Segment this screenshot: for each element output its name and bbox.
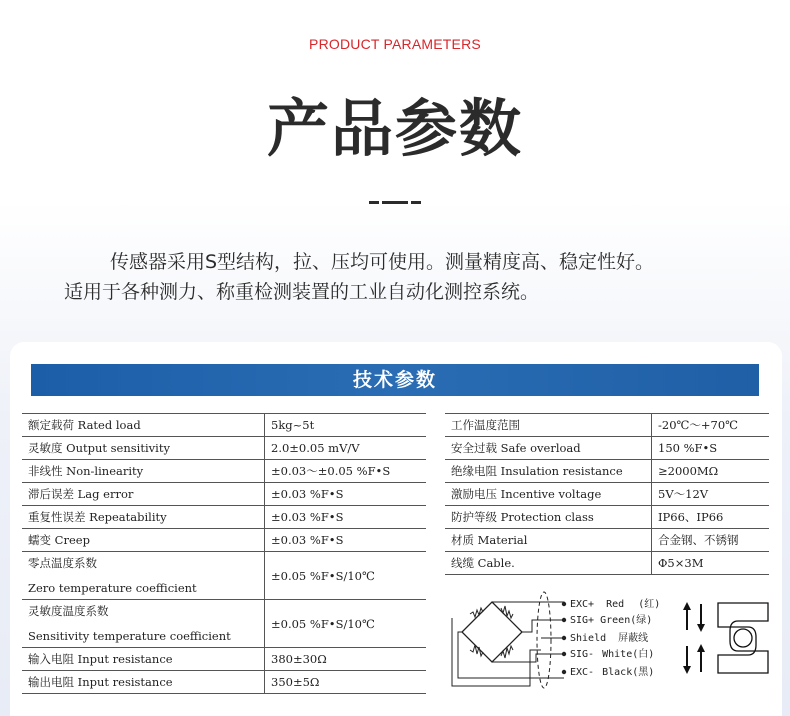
load-direction-arrows — [680, 600, 710, 676]
resistor-symbol — [501, 606, 513, 618]
excm-wire — [458, 632, 564, 678]
param-value: ±0.03 %F•S — [265, 483, 427, 506]
wire-label: SIG+ Green(绿) — [570, 615, 653, 626]
param-label — [22, 600, 265, 648]
param-label-en: Sensitivity temperature coefficient — [28, 629, 231, 643]
param-value: ≥2000MΩ — [652, 460, 770, 483]
param-value: -20℃～+70℃ — [652, 414, 770, 437]
param-label: 激励电压 Incentive voltage — [445, 483, 652, 506]
sigm-wire — [492, 654, 564, 662]
param-value: 5V～12V — [652, 483, 770, 506]
table-row — [22, 506, 426, 529]
param-value: Φ5×3M — [652, 552, 770, 575]
section-title: 产品参数 — [266, 92, 523, 165]
param-value: ±0.05 %F•S/10℃ — [265, 552, 427, 600]
table-row — [22, 552, 426, 600]
table-row — [445, 483, 769, 506]
param-label: 额定载荷 Rated load — [22, 414, 265, 437]
spec-table-left — [22, 413, 426, 694]
param-value: ±0.03～±0.05 %F•S — [265, 460, 427, 483]
param-label: 重复性误差 Repeatability — [22, 506, 265, 529]
param-label: 蠕变 Creep — [22, 529, 265, 552]
table-row — [445, 529, 769, 552]
param-value: 380±30Ω — [265, 648, 427, 671]
param-label-cn: 零点温度系数 — [28, 556, 97, 570]
table-row — [445, 414, 769, 437]
s-type-sensor-icon — [716, 601, 770, 675]
bridge-outline — [462, 602, 522, 662]
param-label: 安全过载 Safe overload — [445, 437, 652, 460]
table-row — [445, 552, 769, 575]
param-label: 防护等级 Protection class — [445, 506, 652, 529]
spec-banner: 技术参数 — [31, 364, 759, 396]
param-label: 绝缘电阻 Insulation resistance — [445, 460, 652, 483]
table-row — [445, 437, 769, 460]
param-value: 150 %F•S — [652, 437, 770, 460]
param-value: 350±5Ω — [265, 671, 427, 694]
param-value: ±0.05 %F•S/10℃ — [265, 600, 427, 648]
param-label-en: Zero temperature coefficient — [28, 581, 197, 595]
section-subtitle: PRODUCT PARAMETERS — [309, 36, 481, 52]
excp-wire — [492, 602, 564, 604]
param-value: ±0.03 %F•S — [265, 506, 427, 529]
param-value: 5kg~5t — [265, 414, 427, 437]
table-row — [22, 671, 426, 694]
table-row — [22, 529, 426, 552]
param-label: 滞后误差 Lag error — [22, 483, 265, 506]
param-label: 材质 Material — [445, 529, 652, 552]
table-row — [22, 460, 426, 483]
param-label: 灵敏度 Output sensitivity — [22, 437, 265, 460]
wire-label: Shield 屏蔽线 — [570, 633, 649, 644]
table-row — [445, 506, 769, 529]
table-row — [445, 460, 769, 483]
spec-table-right — [445, 413, 769, 575]
param-label: 线缆 Cable. — [445, 552, 652, 575]
intro-text — [64, 247, 754, 307]
wire-label: SIG- White(白) — [570, 649, 655, 660]
table-row — [22, 648, 426, 671]
param-label: 非线性 Non-linearity — [22, 460, 265, 483]
resistor-symbol — [501, 646, 513, 658]
cable-shield — [537, 592, 551, 688]
param-label — [22, 552, 265, 600]
param-label: 工作温度范围 — [445, 414, 652, 437]
param-value: IP66、IP66 — [652, 506, 770, 529]
table-row — [22, 414, 426, 437]
intro-line-2: 适用于各种测力、称重检测装置的工业自动化测控系统。 — [64, 281, 540, 303]
table-row — [22, 483, 426, 506]
table-row — [22, 437, 426, 460]
table-row — [22, 600, 426, 648]
param-value: ±0.03 %F•S — [265, 529, 427, 552]
wire-label: EXC+ Red (红) — [570, 599, 661, 610]
wire-label: EXC- Black(黑) — [570, 667, 655, 678]
param-value: 合金钢、不锈钢 — [652, 529, 770, 552]
param-label-cn: 灵敏度温度系数 — [28, 604, 109, 618]
param-label: 输入电阻 Input resistance — [22, 648, 265, 671]
param-label: 输出电阻 Input resistance — [22, 671, 265, 694]
intro-line-1: 传感器采用S型结构，拉、压均可使用。测量精度高、稳定性好。 — [110, 251, 655, 273]
sigp-wire — [522, 620, 564, 632]
wiring-diagram — [446, 588, 668, 692]
param-value: 2.0±0.05 mV/V — [265, 437, 427, 460]
